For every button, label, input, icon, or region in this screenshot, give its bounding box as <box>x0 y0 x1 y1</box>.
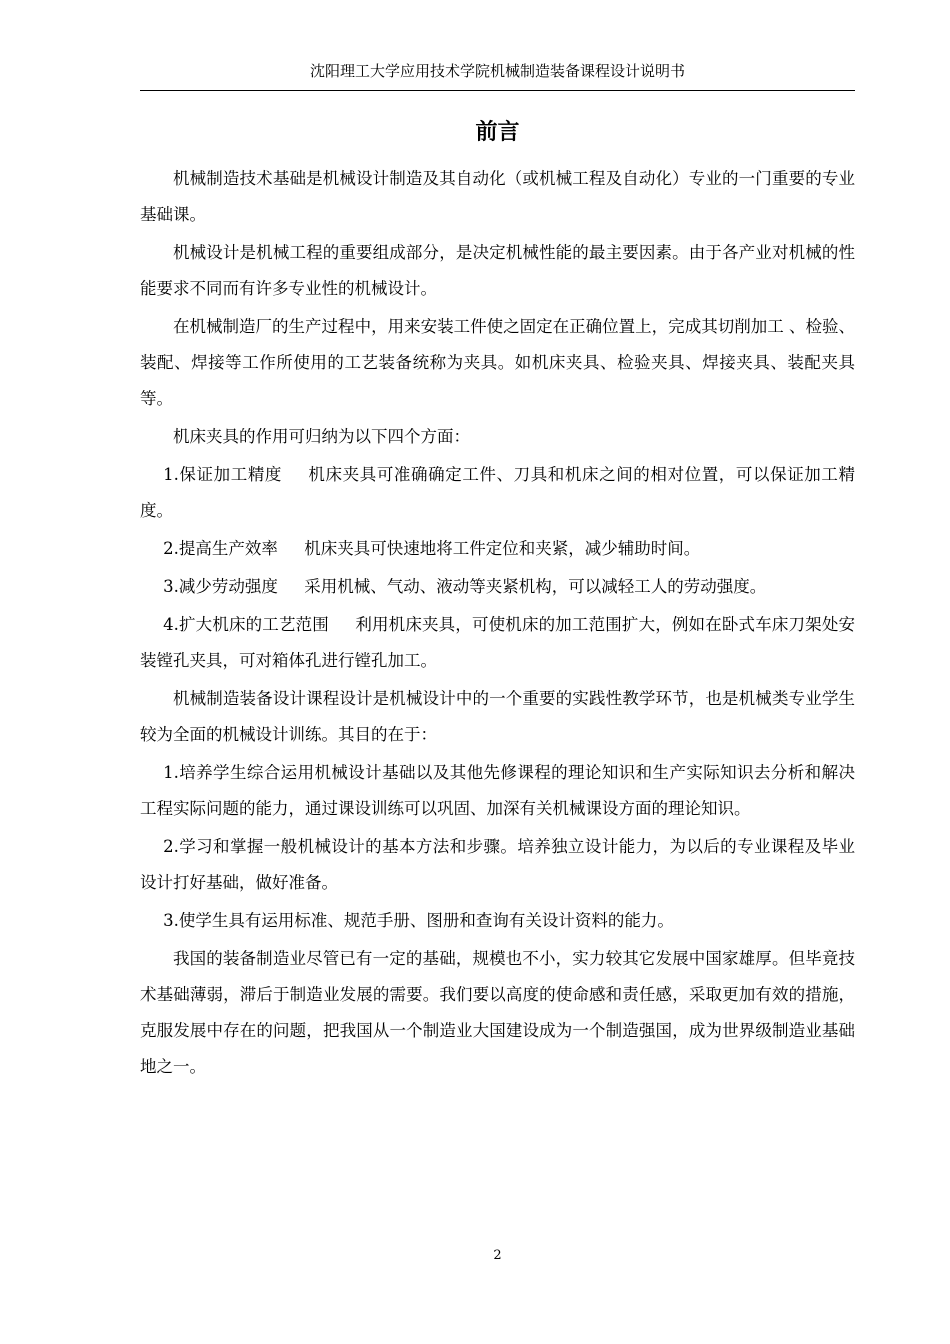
document-body <box>140 161 855 1087</box>
page-number: 2 <box>493 1248 502 1263</box>
header-rule <box>140 90 855 91</box>
function-item-text: 采用机械、气动、液动等夹紧机构，可以减轻工人的劳动强度。 <box>304 577 767 596</box>
paragraph-course-design: 机械制造装备设计课程设计是机械设计中的一个重要的实践性教学环节，也是机械类专业学生较为全面的机械设计训练。其目的在于： <box>140 689 855 744</box>
purpose-item-2: 2.学习和掌握一般机械设计的基本方法和步骤。培养独立设计能力，为以后的专业课程及毕业设计打好基础，做好准备。 <box>140 837 855 892</box>
function-item-4 <box>140 607 855 679</box>
function-item-text: 利用机床夹具，可使机床的加工范围扩大，例如在卧式车床刀架处安装镗孔夹具，可对箱体孔进行镗孔加工。 <box>140 615 856 670</box>
paragraph-fixture: 在机械制造厂的生产过程中，用来安装工件使之固定在正确位置上，完成其切削加工 、检验、装配、焊接等工作所使用的工艺装备统称为夹具。如机床夹具、检验夹具、焊接夹具、装配夹具等。 <box>140 317 855 408</box>
function-item-lead: 4.扩大机床的工艺范围 <box>163 615 329 634</box>
function-item-lead: 3.减少劳动强度 <box>163 577 278 596</box>
paragraph-intro: 机械制造技术基础是机械设计制造及其自动化（或机械工程及自动化）专业的一门重要的专业基础课。 <box>140 169 855 224</box>
function-item-lead: 2.提高生产效率 <box>163 539 278 558</box>
function-item-text: 机床夹具可准确确定工件、刀具和机床之间的相对位置，可以保证加工精度。 <box>140 465 855 520</box>
section-title: 前言 <box>475 120 520 145</box>
function-item-2 <box>140 531 855 567</box>
paragraph-functions-intro: 机床夹具的作用可归纳为以下四个方面： <box>173 427 470 446</box>
paragraph-design: 机械设计是机械工程的重要组成部分，是决定机械性能的最主要因素。由于各产业对机械的性能要求不同而有许多专业性的机械设计。 <box>140 243 855 298</box>
function-item-1 <box>140 457 855 529</box>
purpose-item-1: 1.培养学生综合运用机械设计基础以及其他先修课程的理论知识和生产实际知识去分析和解决工程实际问题的能力，通过课设训练可以巩固、加深有关机械课设方面的理论知识。 <box>140 763 855 818</box>
paragraph-conclusion: 我国的装备制造业尽管已有一定的基础，规模也不小，实力较其它发展中国家雄厚。但毕竟技术基础薄弱，滞后于制造业发展的需要。我们要以高度的使命感和责任感，采取更加有效的措施，克服发展中存在的问题，把我国从一个制造业大国建设成为一个制造强国，成为世界级制造业基础地之一。 <box>140 949 855 1076</box>
function-item-lead: 1.保证加工精度 <box>163 465 283 484</box>
function-item-3 <box>140 569 855 605</box>
function-item-text: 机床夹具可快速地将工件定位和夹紧，减少辅助时间。 <box>304 539 701 558</box>
running-header: 沈阳理工大学应用技术学院机械制造装备课程设计说明书 <box>309 62 685 80</box>
purpose-item-3: 3.使学生具有运用标准、规范手册、图册和查询有关设计资料的能力。 <box>163 911 674 930</box>
